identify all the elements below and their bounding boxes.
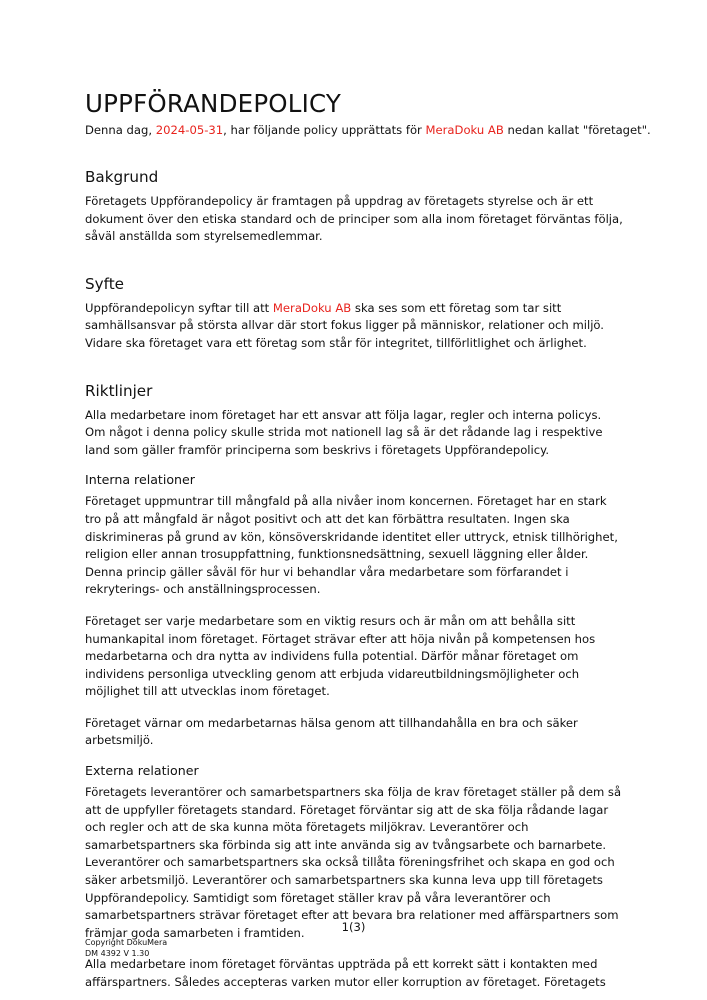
- riktlinjer-text: Alla medarbetare inom företaget har ett ansvar att följa lagar, regler och interna policys. Om något i denna policy skulle strida mot nationell lag så är det rådande lag i respektive land som gäller framför principerna som beskrivs i företagets Uppförandepolicy.: [85, 407, 603, 457]
- heading-syfte: Syfte: [85, 274, 125, 293]
- intro-prefix: Denna dag,: [85, 123, 156, 137]
- intro-line: [85, 122, 651, 139]
- company-name: MeraDoku AB: [425, 123, 504, 137]
- footer-copyright: Copyright DokuMera: [85, 938, 168, 947]
- interna-paragraph-3: Företaget värnar om medarbetarnas hälsa genom att tillhandahålla en bra och säker arbetsmiljö.: [85, 715, 578, 748]
- syfte-rest: ska ses som ett företag som tar sitt samhällsansvar på största allvar där stort fokus ligger på människor, relationer och miljö. Vidare ska företaget vara ett företag som står för integritet, tillförlitlighet och ärlighet.: [85, 300, 604, 350]
- intro-suffix: nedan kallat "företaget".: [503, 123, 651, 137]
- externa-paragraph-2: Alla medarbetare inom företaget förväntas uppträda på ett korrekt sätt i kontakten med affärspartners. Således accepteras varken mutor eller korruption av företaget. Företagets: [85, 957, 606, 989]
- footer-doc-id: DM 4392 V 1.30: [85, 949, 150, 958]
- externa-paragraph-1: Företagets leverantörer och samarbetspartners ska följa de krav företaget ställer på dem så att de uppfyller företagets standard. Företaget förväntar sig att de ska följa rådande lagar och regler och att de ska kunna möta företagets miljökrav. Leverantörer och samarbetspartners ska förbinda sig att inte använda sig av tvångsarbete och barnarbete. Leverantörer och samarbetspartners ska också tillåta föreningsfrihet och skapa en god och säker arbetsmiljö. Leverantörer och samarbetspartners ska kunna leva upp till företagets Uppförandepolicy. Samtidigt som företaget ställer krav på våra leverantörer och samarbetspartners strävar företaget efter att bevara bra relationer med affärspartners som främjar goda samarbeten i framtiden.: [85, 785, 622, 940]
- heading-externa-relationer: Externa relationer: [85, 763, 199, 779]
- page-title: UPPFÖRANDEPOLICY: [85, 89, 342, 118]
- syfte-company-name: MeraDoku AB: [272, 300, 352, 315]
- syfte-prefix: Uppförandepolicyn syftar till att: [85, 300, 273, 315]
- document-body: [85, 88, 651, 992]
- heading-bakgrund: Bakgrund: [85, 168, 159, 186]
- heading-riktlinjer: Riktlinjer: [85, 381, 153, 400]
- heading-interna-relationer: Interna relationer: [85, 472, 195, 488]
- policy-date: 2024-05-31: [155, 123, 224, 137]
- intro-middle: , har följande policy upprättats för: [223, 123, 426, 137]
- footer: [85, 937, 167, 959]
- syfte-text: [85, 300, 625, 353]
- bakgrund-text: Företagets Uppförandepolicy är framtagen på uppdrag av företagets styrelse och är ett dokument över den etiska standard och de principer som alla inom företaget förväntas följa, såväl anställda som styrelsemedlemmar.: [85, 194, 623, 244]
- page-number: 1(3): [341, 920, 366, 934]
- interna-paragraph-2: Företaget ser varje medarbetare som en viktig resurs och är mån om att behålla sitt humankapital inom företaget. Förtaget strävar efter att höja nivån på kompetensen hos medarbetarna och dra nytta av individens fulla potential. Därför månar företaget om individens personliga utveckling genom att erbjuda vidareutbildningsmöjligheter och möjlighet till att utvecklas inom företaget.: [85, 613, 596, 699]
- interna-paragraph-1: Företaget uppmuntrar till mångfald på alla nivåer inom koncernen. Företaget har en stark tro på att mångfald är något positivt och att det kan förbättra resultaten. Ingen ska diskrimineras på grund av kön, könsöverskridande identitet eller uttryck, etnisk tillhörighet, religion eller annan trosuppfattning, funktionsnedsättning, sexuell läggning eller ålder. Denna princip gäller såväl för hur vi behandlar våra medarbetare som förfarandet i rekryterings- och anställningsprocessen.: [85, 494, 618, 597]
